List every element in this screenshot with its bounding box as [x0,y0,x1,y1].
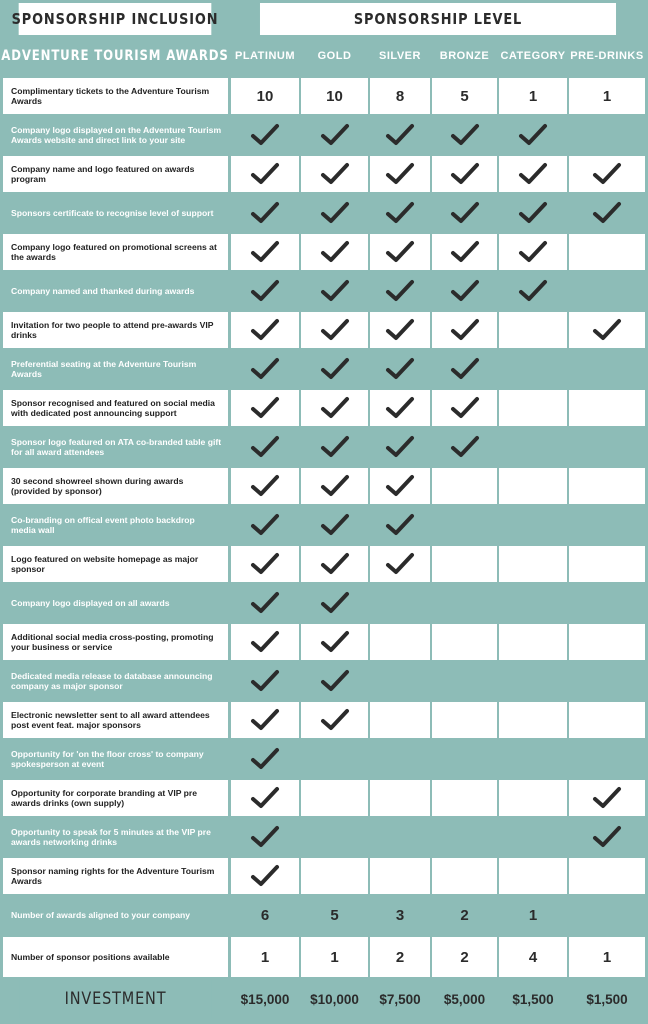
check-icon [320,162,350,186]
empty-cell [432,741,497,777]
check-icon [250,708,280,732]
feature-label: Electronic newsletter sent to all award attendees post event feat. major sponsors [3,702,228,738]
value-cell: 10 [231,78,299,114]
value-cell: 2 [432,897,497,934]
check-cell [301,390,368,426]
check-cell [231,663,299,699]
check-icon [320,201,350,225]
feature-label: Sponsor logo featured on ATA co-branded table gift for all award attendees [3,429,228,465]
empty-cell [499,624,567,660]
check-cell [301,702,368,738]
feature-label: Company logo displayed on all awards [3,585,228,621]
empty-cell [370,741,430,777]
check-icon [592,825,622,849]
check-icon [450,435,480,459]
value-cell: 5 [301,897,368,934]
empty-cell [569,663,645,699]
level-header-gold: GOLD [317,49,352,62]
check-cell [569,780,645,816]
check-icon [250,786,280,810]
check-cell [231,117,299,153]
value-cell: 3 [370,897,430,934]
check-cell [370,156,430,192]
check-icon [450,123,480,147]
check-icon [385,162,415,186]
check-icon [250,162,280,186]
check-icon [385,201,415,225]
check-cell [231,858,299,894]
empty-cell [499,663,567,699]
check-cell [370,195,430,231]
empty-cell [569,117,645,153]
feature-label: Number of sponsor positions available [3,937,228,977]
check-cell [370,429,430,465]
empty-cell [301,780,368,816]
empty-cell [432,780,497,816]
check-icon [250,591,280,615]
feature-label: Sponsor naming rights for the Adventure Tourism Awards [3,858,228,894]
check-icon [250,669,280,693]
check-icon [385,396,415,420]
check-cell [499,117,567,153]
check-icon [450,201,480,225]
check-cell [301,507,368,543]
empty-cell [499,507,567,543]
feature-label: Company name and logo featured on awards program [3,156,228,192]
check-icon [250,513,280,537]
investment-value: $7,500 [370,980,430,1018]
empty-cell [432,585,497,621]
check-cell [370,546,430,582]
level-title: SPONSORSHIP LEVEL [260,3,616,35]
check-icon [250,396,280,420]
awards-title: ADVENTURE TOURISM AWARDS [21,38,209,73]
empty-cell [432,819,497,855]
check-cell [499,234,567,270]
check-icon [450,240,480,264]
check-cell [231,351,299,387]
empty-cell [499,858,567,894]
check-icon [450,357,480,381]
check-icon [320,396,350,420]
feature-label: Complimentary tickets to the Adventure Tourism Awards [3,78,228,114]
level-header-platinum: PLATINUM [234,49,295,62]
feature-label: Company logo featured on promotional screens at the awards [3,234,228,270]
check-cell [231,507,299,543]
check-icon [250,240,280,264]
investment-value: $15,000 [231,980,299,1018]
check-icon [385,435,415,459]
feature-label: Dedicated media release to database announcing company as major sponsor [3,663,228,699]
check-cell [432,390,497,426]
check-cell [499,195,567,231]
check-icon [320,357,350,381]
check-icon [250,279,280,303]
check-cell [370,234,430,270]
level-header-pre-drinks: PRE-DRINKS [570,49,644,62]
check-cell [231,468,299,504]
check-icon [250,435,280,459]
feature-label: Preferential seating at the Adventure Tourism Awards [3,351,228,387]
check-cell [569,195,645,231]
empty-cell [432,507,497,543]
check-icon [450,318,480,342]
check-icon [320,669,350,693]
empty-cell [301,858,368,894]
check-cell [231,585,299,621]
empty-cell [370,663,430,699]
level-header-bronze: BRONZE [439,49,490,62]
check-icon [320,279,350,303]
check-cell [231,429,299,465]
empty-cell [569,897,645,934]
check-cell [231,273,299,309]
check-icon [385,357,415,381]
empty-cell [499,780,567,816]
check-icon [320,474,350,498]
check-icon [385,513,415,537]
check-cell [370,468,430,504]
check-icon [320,591,350,615]
check-icon [250,630,280,654]
empty-cell [432,702,497,738]
empty-cell [569,585,645,621]
check-cell [231,156,299,192]
check-icon [450,396,480,420]
check-icon [250,357,280,381]
empty-cell [432,468,497,504]
check-cell [231,234,299,270]
check-icon [592,786,622,810]
feature-label: Company named and thanked during awards [3,273,228,309]
check-cell [301,585,368,621]
feature-label: Number of awards aligned to your company [3,897,228,934]
check-cell [432,273,497,309]
empty-cell [370,624,430,660]
investment-value: $5,000 [432,980,497,1018]
empty-cell [569,390,645,426]
check-cell [569,312,645,348]
check-icon [320,123,350,147]
check-cell [432,195,497,231]
empty-cell [432,663,497,699]
check-cell [370,351,430,387]
check-icon [592,162,622,186]
value-cell: 2 [370,937,430,977]
feature-label: Opportunity for 'on the floor cross' to company spokesperson at event [3,741,228,777]
empty-cell [370,702,430,738]
value-cell: 8 [370,78,430,114]
feature-label: Opportunity for corporate branding at VIP pre awards drinks (own supply) [3,780,228,816]
check-icon [250,318,280,342]
value-cell: 4 [499,937,567,977]
check-cell [370,507,430,543]
empty-cell [370,780,430,816]
check-icon [450,279,480,303]
empty-cell [499,546,567,582]
check-icon [385,123,415,147]
check-icon [250,552,280,576]
check-cell [231,312,299,348]
check-cell [231,624,299,660]
check-cell [231,741,299,777]
check-icon [450,162,480,186]
value-cell: 1 [499,78,567,114]
check-icon [250,123,280,147]
check-icon [320,318,350,342]
check-icon [320,240,350,264]
check-cell [301,156,368,192]
feature-label: Logo featured on website homepage as major sponsor [3,546,228,582]
check-cell [569,819,645,855]
check-cell [370,390,430,426]
check-cell [370,117,430,153]
empty-cell [499,429,567,465]
empty-cell [499,741,567,777]
check-icon [250,825,280,849]
inclusion-title: SPONSORSHIP INCLUSION [19,3,212,35]
empty-cell [301,819,368,855]
check-icon [385,279,415,303]
investment-value: $1,500 [569,980,645,1018]
check-icon [320,552,350,576]
check-cell [499,156,567,192]
check-cell [301,663,368,699]
feature-label: Sponsors certificate to recognise level of support [3,195,228,231]
check-cell [301,234,368,270]
investment-value: $1,500 [499,980,567,1018]
empty-cell [569,351,645,387]
check-cell [432,117,497,153]
empty-cell [499,702,567,738]
value-cell: 6 [231,897,299,934]
value-cell: 1 [569,937,645,977]
check-icon [250,864,280,888]
feature-label: Additional social media cross-posting, promoting your business or service [3,624,228,660]
check-cell [432,351,497,387]
check-cell [231,546,299,582]
check-icon [592,318,622,342]
check-cell [231,780,299,816]
empty-cell [499,390,567,426]
check-icon [518,279,548,303]
investment-label: INVESTMENT [20,980,211,1018]
empty-cell [569,234,645,270]
feature-label: Opportunity to speak for 5 minutes at the VIP pre awards networking drinks [3,819,228,855]
value-cell: 1 [231,937,299,977]
check-icon [320,708,350,732]
check-cell [301,117,368,153]
empty-cell [432,624,497,660]
check-icon [385,240,415,264]
empty-cell [569,858,645,894]
check-cell [231,195,299,231]
empty-cell [569,429,645,465]
level-header-silver: SILVER [379,49,421,62]
check-icon [385,318,415,342]
value-cell: 1 [499,897,567,934]
check-cell [231,819,299,855]
empty-cell [569,624,645,660]
check-icon [250,747,280,771]
empty-cell [569,741,645,777]
check-icon [250,201,280,225]
empty-cell [432,546,497,582]
check-cell [301,273,368,309]
feature-label: 30 second showreel shown during awards (provided by sponsor) [3,468,228,504]
empty-cell [499,585,567,621]
check-icon [320,435,350,459]
empty-cell [499,819,567,855]
empty-cell [432,858,497,894]
empty-cell [370,585,430,621]
empty-cell [301,741,368,777]
check-cell [231,390,299,426]
value-cell: 1 [301,937,368,977]
check-cell [301,351,368,387]
check-cell [432,234,497,270]
empty-cell [370,858,430,894]
empty-cell [499,312,567,348]
empty-cell [569,702,645,738]
check-cell [499,273,567,309]
value-cell: 10 [301,78,368,114]
feature-label: Company logo displayed on the Adventure Tourism Awards website and direct link to your site [3,117,228,153]
value-cell: 2 [432,937,497,977]
check-cell [432,156,497,192]
empty-cell [569,546,645,582]
feature-label: Invitation for two people to attend pre-awards VIP drinks [3,312,228,348]
check-icon [592,201,622,225]
empty-cell [569,507,645,543]
check-icon [518,123,548,147]
empty-cell [569,273,645,309]
check-icon [320,630,350,654]
check-icon [385,474,415,498]
check-icon [518,240,548,264]
check-cell [231,702,299,738]
investment-value: $10,000 [301,980,368,1018]
empty-cell [370,819,430,855]
value-cell: 5 [432,78,497,114]
empty-cell [499,468,567,504]
level-header-category: CATEGORY [500,49,566,62]
check-icon [385,552,415,576]
empty-cell [499,351,567,387]
check-cell [301,468,368,504]
check-icon [320,513,350,537]
check-cell [301,312,368,348]
check-cell [301,195,368,231]
check-cell [301,429,368,465]
check-cell [301,546,368,582]
check-cell [432,312,497,348]
value-cell: 1 [569,78,645,114]
feature-label: Sponsor recognised and featured on social media with dedicated post announcing support [3,390,228,426]
check-cell [301,624,368,660]
check-cell [569,156,645,192]
empty-cell [569,468,645,504]
feature-label: Co-branding on offical event photo backdrop media wall [3,507,228,543]
check-icon [250,474,280,498]
check-icon [518,162,548,186]
check-cell [370,312,430,348]
check-icon [518,201,548,225]
check-cell [432,429,497,465]
check-cell [370,273,430,309]
